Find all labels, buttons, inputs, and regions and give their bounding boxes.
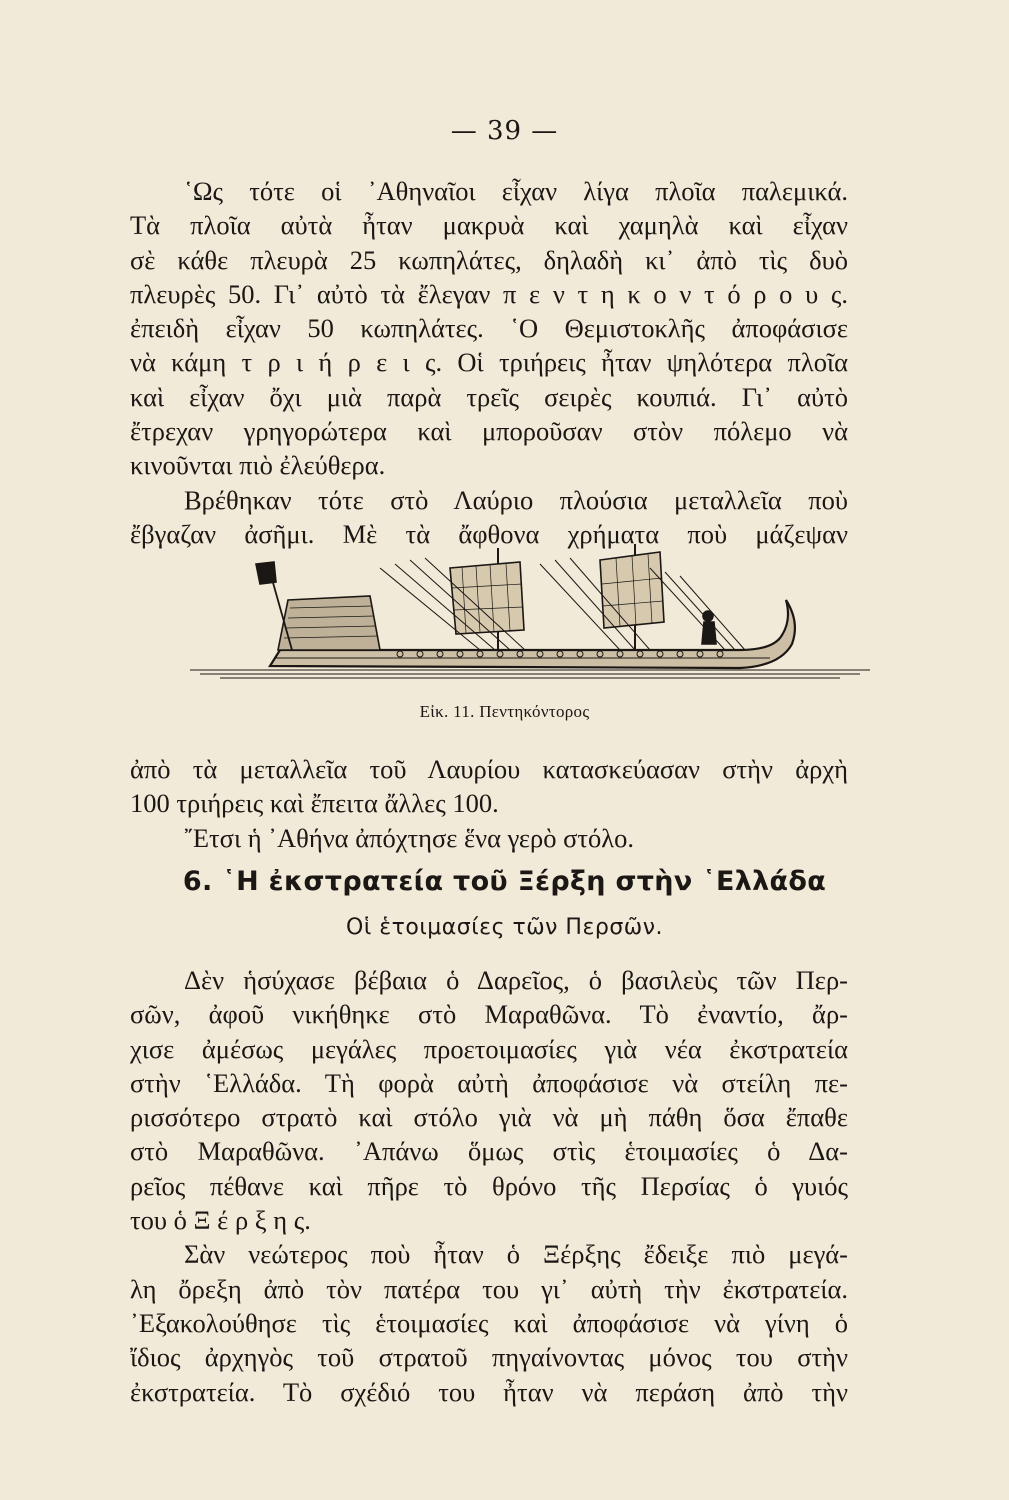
- text-block-top: [130, 174, 848, 551]
- paragraph-pentekonteros: [130, 174, 848, 483]
- text-line: καὶ εἶχαν ὄχι μιὰ παρὰ τρεῖς σειρὲς κουπιά. Γι᾿ αὐτὸ: [130, 381, 848, 412]
- ship-illustration: [180, 538, 880, 688]
- text-line: ἔτρεχαν γρηγορώτερα καὶ μποροῦσαν στὸν πόλεμο νὰ: [130, 416, 848, 447]
- paragraph-xerxes: [130, 1237, 848, 1408]
- text-line: στὴν ῾Ελλάδα. Τὴ φορὰ αὐτὴ ἀποφάσισε νὰ στείλη πε-: [130, 1067, 848, 1098]
- helmsman-figure: [702, 611, 716, 644]
- text-line: λη ὄρεξη ἀπὸ τὸν πατέρα του γι᾿ αὐτὴ τὴν ἐκστρατεία.: [130, 1273, 848, 1304]
- text-line: σῶν, ἀφοῦ νικήθηκε στὸ Μαραθῶνα. Τὸ ἐναντίο, ἄρ-: [130, 999, 848, 1030]
- sail-main: [450, 562, 524, 634]
- text-line: ρεῖος πέθανε καὶ πῆρε τὸ θρόνο τῆς Περσίας ὁ γυιός: [130, 1170, 848, 1201]
- text-line: κινοῦνται πιὸ ἐλεύθερα.: [130, 450, 386, 481]
- flag: [256, 562, 276, 584]
- text-line: Σὰν νεώτερος ποὺ ἦταν ὁ Ξέρξης ἔδειξε πιὸ μεγά-: [184, 1239, 848, 1270]
- text-block-middle: [130, 752, 848, 855]
- paragraph-darius: [130, 963, 848, 1237]
- text-line: ἐκστρατεία. Τὸ σχέδιό του ἦταν νὰ περάση ἀπὸ τὴν: [130, 1376, 848, 1407]
- text-line: ῾Ως τότε οἱ ᾿Αθηναῖοι εἶχαν λίγα πλοῖα παλεμικά.: [184, 176, 848, 206]
- rigging: [380, 558, 745, 650]
- text-line: Τὰ πλοῖα αὐτὰ ἦταν μακρυὰ καὶ χαμηλὰ καὶ εἶχαν: [130, 210, 848, 241]
- subsection-title: Οἱ ἑτοιμασίες τῶν Περσῶν.: [346, 915, 663, 940]
- ship-stern: [278, 596, 380, 650]
- text-line: Βρέθηκαν τότε στὸ Λαύριο πλούσια μεταλλεῖα ποὺ: [184, 484, 848, 515]
- pentekonteros-ship-image: [180, 538, 880, 688]
- text-line: χισε ἀμέσως μεγάλες προετοιμασίες γιὰ νέα ἐκστρατεία: [130, 1033, 848, 1064]
- sail-fore: [600, 552, 664, 628]
- text-line: νὰ κάμη τ ρ ι ή ρ ε ι ς. Οἱ τριήρεις ἦταν ψηλότερα πλοῖα: [130, 347, 848, 378]
- paragraph-triremes: [130, 752, 848, 821]
- text-line: ῎Ετσι ἡ ᾿Αθήνα ἀπόχτησε ἕνα γερὸ στόλο.: [184, 822, 635, 853]
- text-line: πλευρὲς 50. Γι᾿ αὐτὸ τὰ ἔλεγαν π ε ν τ η κ ο ν τ ό ρ ο υ ς.: [130, 278, 848, 309]
- paragraph-fleet: [130, 821, 848, 855]
- text-line: 100 τριήρεις καὶ ἔπειτα ἄλλες 100.: [130, 788, 499, 819]
- figure-caption: Εἰκ. 11. Πεντηκόντορος: [419, 702, 590, 721]
- text-block-bottom: [130, 963, 848, 1409]
- text-line: ἴδιος ἀρχηγὸς τοῦ στρατοῦ πηγαίνοντας μόνος του στὴν: [130, 1342, 848, 1373]
- text-line: ἐπειδὴ εἶχαν 50 κωπηλάτες. ῾Ο Θεμιστοκλῆς ἀποφάσισε: [130, 313, 848, 344]
- text-line: Δὲν ἡσύχασε βέβαια ὁ Δαρεῖος, ὁ βασιλεὺς τῶν Περ-: [184, 965, 848, 995]
- text-line: στὸ Μαραθῶνα. ᾿Απάνω ὅμως στὶς ἑτοιμασίες ὁ Δα-: [130, 1136, 848, 1167]
- water-lines: [190, 670, 870, 678]
- section-title: 6. ῾Η ἐκστρατεία τοῦ Ξέρξη στὴν ῾Ελλάδα: [182, 866, 827, 897]
- text-line: του ὁ Ξ έ ρ ξ η ς.: [130, 1205, 311, 1236]
- text-line: ᾿Εξακολούθησε τὶς ἑτοιμασίες καὶ ἀποφάσισε νὰ γίνη ὁ: [130, 1307, 848, 1338]
- text-line: ἀπὸ τὰ μεταλλεῖα τοῦ Λαυρίου κατασκεύασαν στὴν ἀρχὴ: [130, 754, 848, 784]
- text-line: ἔβγαζαν ἀσῆμι. Μὲ τὰ ἄφθονα χρήματα ποὺ μάζεψαν: [130, 518, 848, 549]
- text-line: ρισσότερο στρατὸ καὶ στόλο γιὰ νὰ μὴ πάθη ὅσα ἔπαθε: [130, 1102, 848, 1133]
- page-number: — 39 —: [450, 116, 559, 146]
- text-line: σὲ κάθε πλευρὰ 25 κωπηλάτες, δηλαδὴ κι᾿ ἀπὸ τὶς δυὸ: [130, 244, 848, 275]
